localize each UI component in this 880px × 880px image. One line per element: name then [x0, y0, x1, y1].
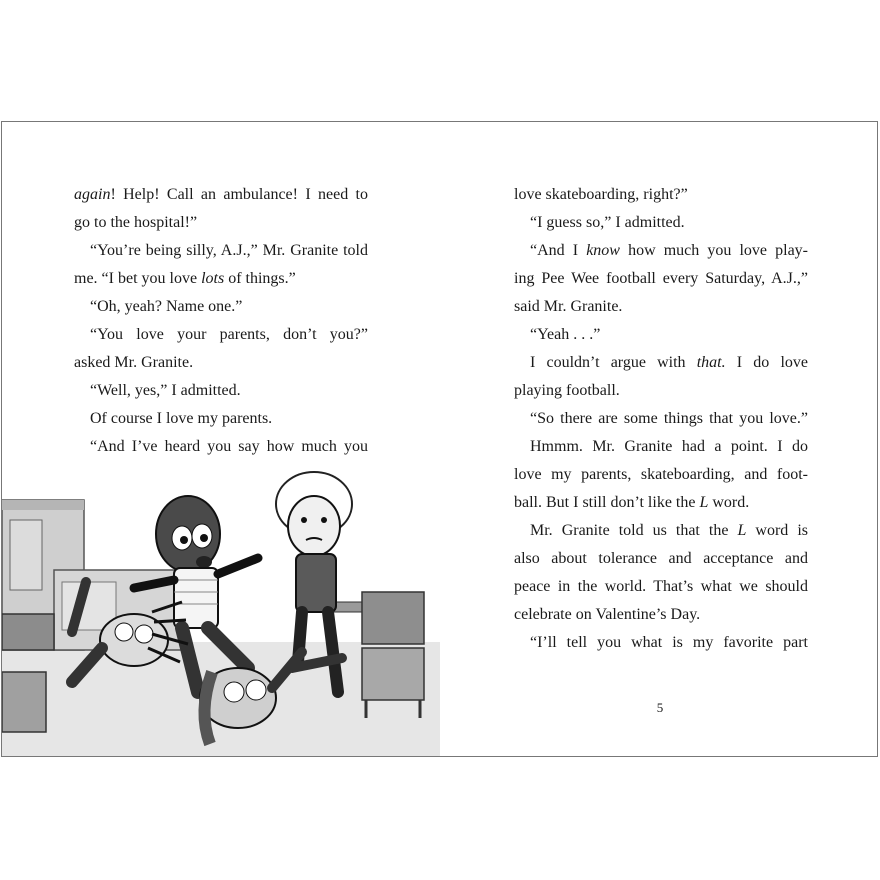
text-line: I couldn’t argue with that. I do love	[530, 354, 809, 371]
text-line: “You’re being silly, A.J.,” Mr. Granite told	[90, 242, 368, 259]
right-page	[440, 122, 879, 756]
text-line: “Well, yes,” I admitted.	[90, 382, 241, 399]
text-line: said Mr. Granite.	[514, 298, 623, 315]
text-line: me. “I bet you love lots of things.”	[74, 270, 296, 287]
left-page	[2, 122, 440, 756]
text-line: “And I’ve heard you say how much you	[90, 438, 368, 455]
text-line: “I’ll tell you what is my favorite part	[530, 634, 808, 651]
text-line: celebrate on Valentine’s Day.	[514, 606, 701, 623]
classroom-illustration	[2, 462, 440, 756]
text-line: “Oh, yeah? Name one.”	[90, 298, 243, 315]
page-number: 5	[656, 700, 664, 715]
text-line: playing football.	[514, 382, 620, 399]
text-line: asked Mr. Granite.	[74, 354, 194, 371]
text-line: love my parents, skateboarding, and foot-	[514, 466, 808, 483]
text-line: “And I know how much you love play-	[530, 242, 808, 259]
text-line: love skateboarding, right?”	[514, 186, 688, 203]
text-line: ing Pee Wee football every Saturday, A.J.,”	[514, 270, 808, 287]
text-line: “I guess so,” I admitted.	[530, 214, 685, 231]
text-line: Of course I love my parents.	[90, 410, 273, 427]
text-line: Mr. Granite told us that the L word is	[530, 522, 808, 539]
right-page-text	[514, 181, 808, 657]
text-line: ball. But I still don’t like the L word.	[514, 494, 750, 511]
text-line: “Yeah . . .”	[530, 326, 601, 343]
text-line: peace in the world. That’s what we should	[514, 578, 808, 595]
text-line: Hmmm. Mr. Granite had a point. I do	[530, 438, 808, 455]
text-line: go to the hospital!”	[74, 214, 198, 231]
book-spread	[1, 121, 878, 757]
text-line: also about tolerance and acceptance and	[514, 550, 808, 567]
left-page-text	[74, 181, 368, 461]
text-line: again! Help! Call an ambulance! I need to	[74, 186, 368, 203]
text-line: “You love your parents, don’t you?”	[90, 326, 368, 343]
text-line: “So there are some things that you love.”	[530, 410, 808, 427]
